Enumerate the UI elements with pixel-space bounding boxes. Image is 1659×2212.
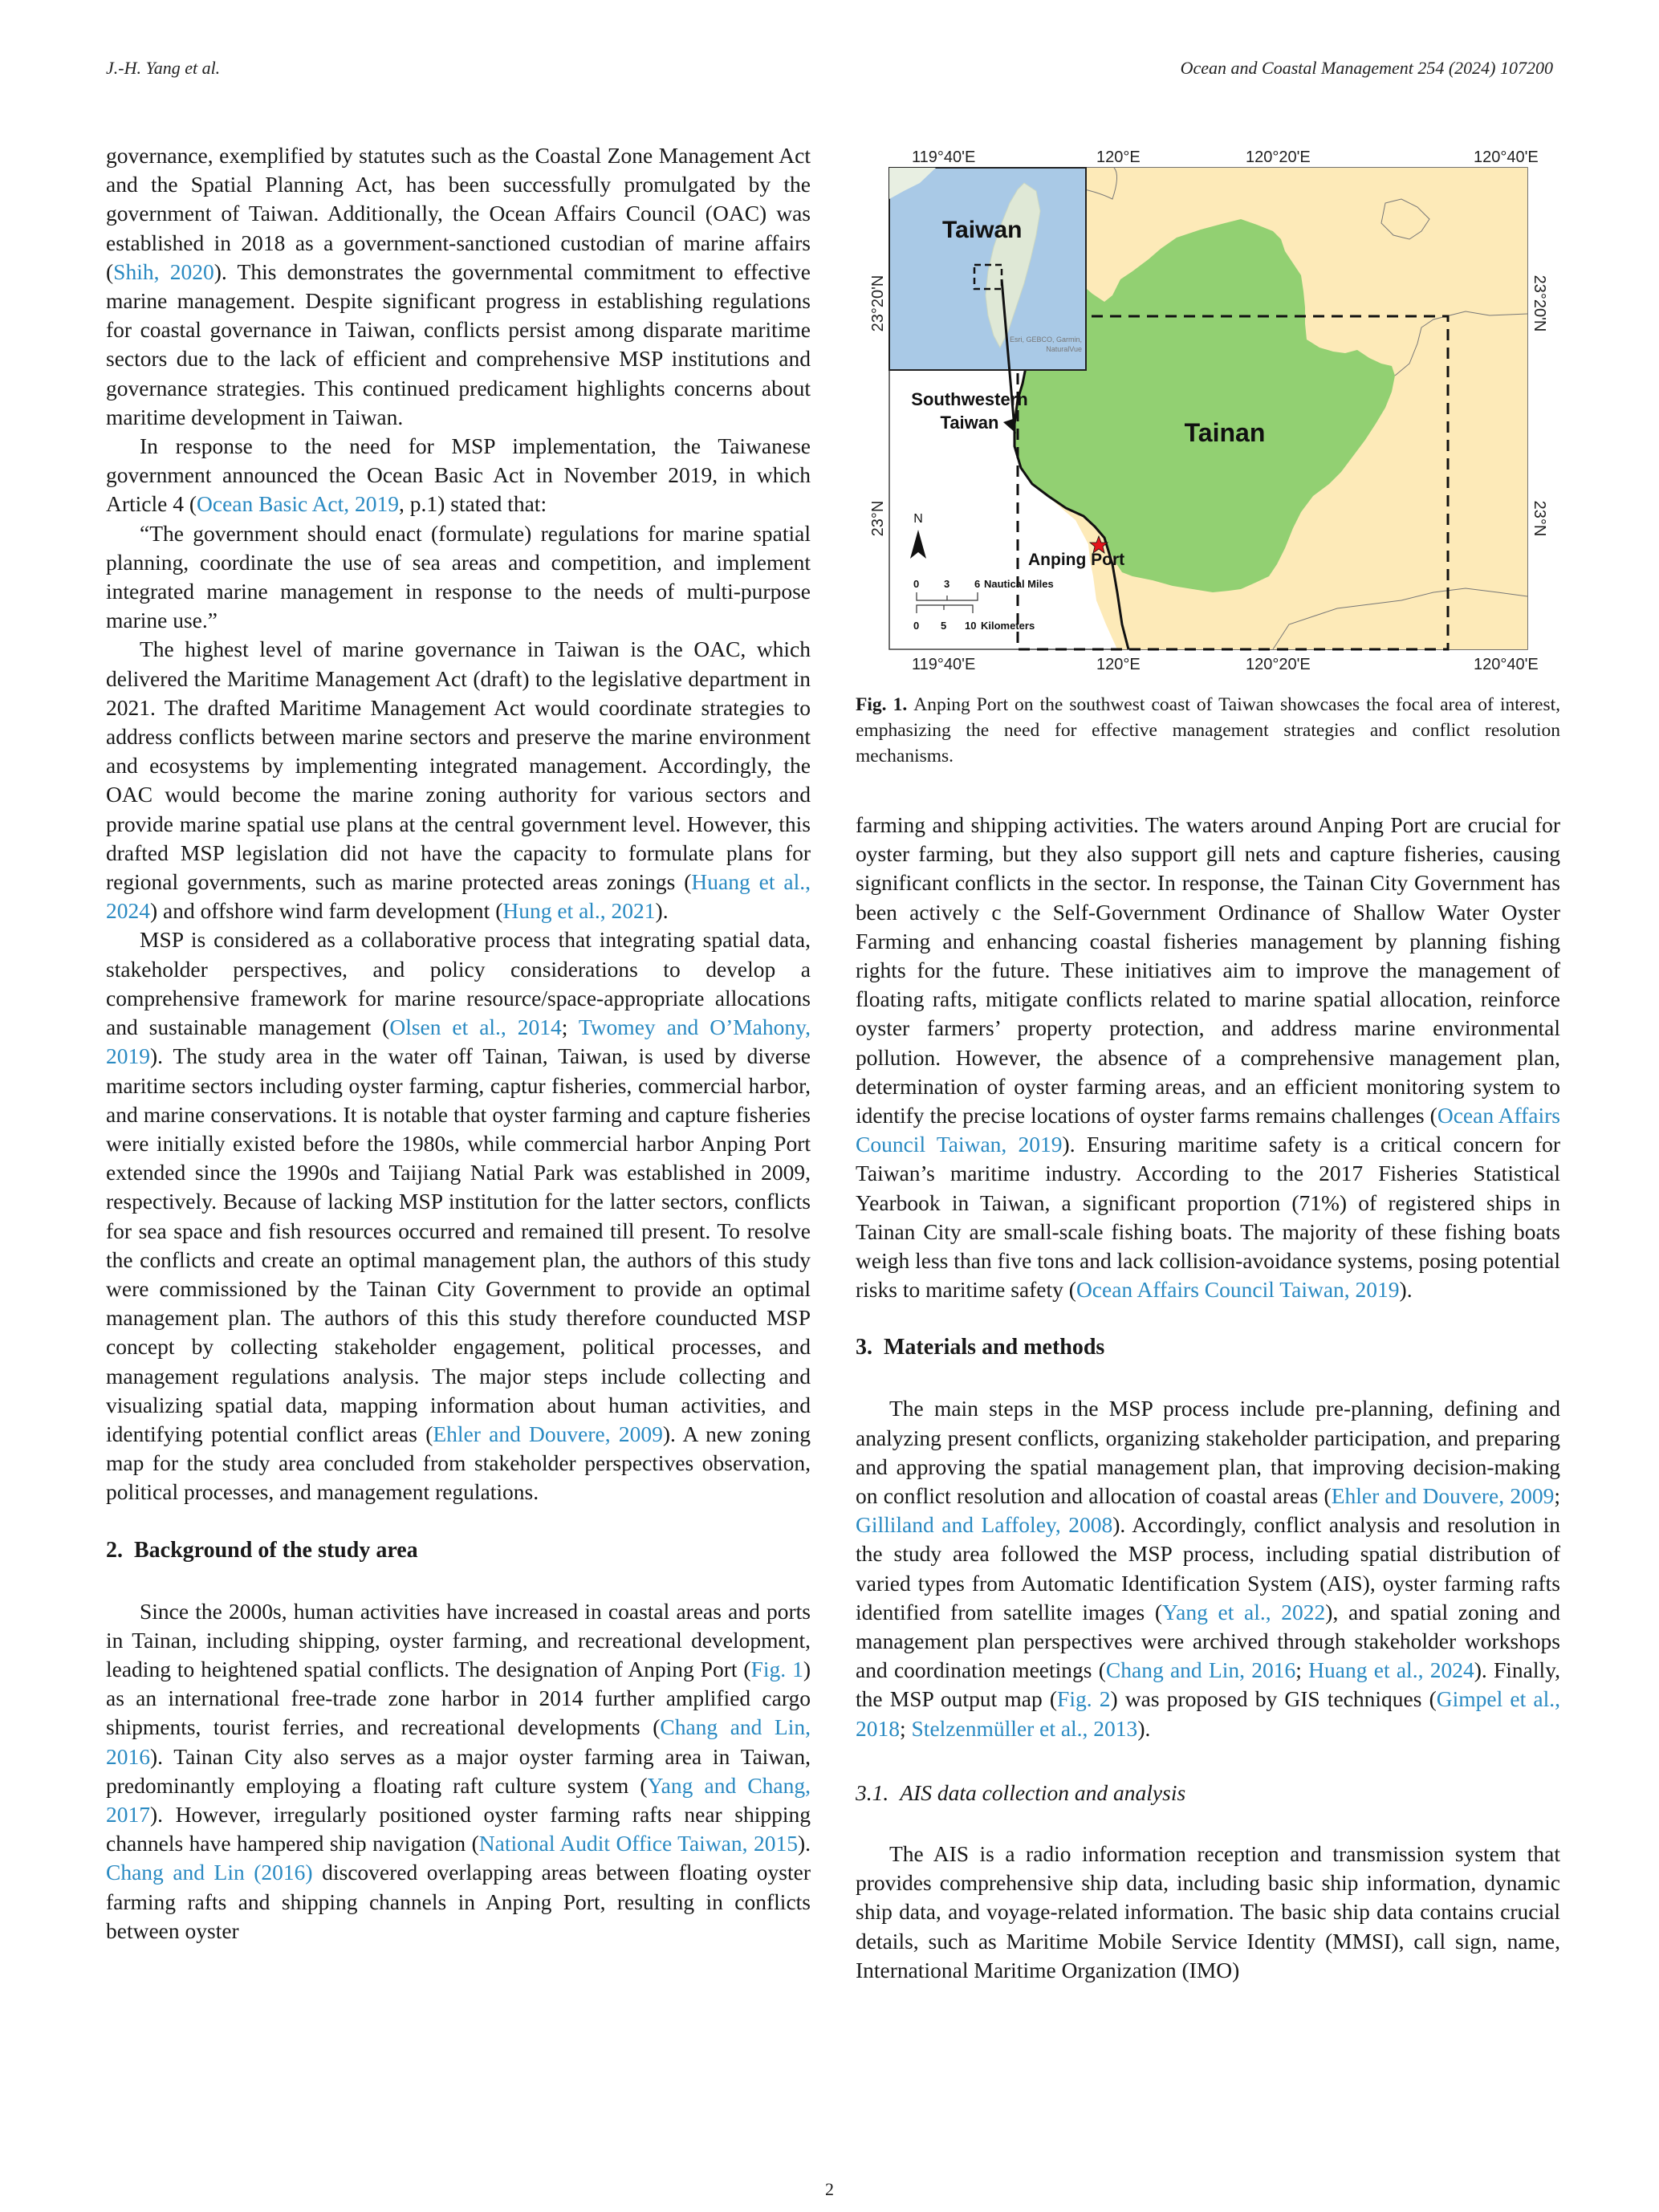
text: ) was proposed by GIS techniques (	[1110, 1686, 1437, 1712]
citation-link[interactable]: Ocean Affairs Council Taiwan, 2019	[856, 1103, 1560, 1157]
text: In response to the need for MSP implementation, the Taiwanese government announced the Ocean Basic Act in November 2019, in which Article 4 (	[106, 433, 811, 517]
text: ) and offshore wind farm development (	[150, 898, 503, 924]
figure-label: Fig. 1.	[856, 694, 908, 715]
text: ;	[1295, 1657, 1309, 1683]
text: ).	[1399, 1277, 1413, 1303]
lon-tick-label: 119°40'E	[912, 656, 976, 673]
citation-link[interactable]: Ehler and Douvere, 2009	[433, 1421, 663, 1446]
citation-link[interactable]: Huang et al., 2024	[106, 869, 811, 924]
quotation: “The government should enact (formulate) regulations for marine spatial planning, coordinate the use of sea areas and competition, and implement integrated marine management in response to the needs of multi-purpose marine use.”	[106, 520, 811, 633]
inset-attribution: Esri, GEBCO, Garmin,	[1009, 335, 1082, 344]
paragraph	[106, 925, 811, 1507]
citation-link[interactable]: Huang et al., 2024	[1308, 1657, 1474, 1683]
lon-tick-label: 120°40'E	[1474, 656, 1539, 673]
longitude-ticks-top	[912, 148, 1539, 166]
text: ). This demonstrates the governmental commitment to effective marine management. Despite significant progress in establishing regulations for coastal governance in Taiwan, conflicts persist among disparate maritime sectors due to the lack of efficient and comprehensive MSP institutions and governance strategies. This continued predicament highlights concerns about maritime development in Taiwan.	[106, 258, 811, 429]
figure-link[interactable]: Fig. 2	[1057, 1686, 1111, 1712]
lat-tick-label: 23°20'N	[869, 274, 887, 332]
text: ). Ensuring maritime safety is a critical concern for Taiwan’s maritime industry. According to the 2017 Fisheries Statistical Yearbook in Taiwan, a significant proportion (71%) of registered ships in Tainan City are small-scale fishing boats. The majority of these fishing boats weigh less than five tons and lack collision-avoidance systems, posing potential risks to maritime safety (	[856, 1132, 1560, 1303]
lat-tick-label: 23°20'N	[1531, 274, 1548, 332]
running-head-journal: Ocean and Coastal Management 254 (2024) 107200	[1180, 58, 1553, 78]
citation-link[interactable]: Yang et al., 2022	[1162, 1599, 1326, 1624]
citation-link[interactable]: Gimpel et al., 2018	[856, 1686, 1560, 1741]
figure-link[interactable]: Fig. 1	[750, 1656, 803, 1681]
citation-link[interactable]: Ocean Basic Act, 2019	[197, 491, 400, 517]
lat-tick-label: 23°N	[869, 500, 887, 537]
text: The highest level of marine governance in Taiwan is the OAC, which delivered the Maritime Management Act (draft) to the legislative department in 2021. The drafted Maritime Management Act would coordinate strategies to address conflicts between marine sectors and preserve the marine environment and ecosystems by implementing integrated management. Accordingly, the OAC would become the marine zoning authority for various sectors and provide marine spatial use plans at the central government level. However, this drafted MSP legislation did not have the capacity to formulate plans for regional governments, such as marine protected areas zonings (	[106, 636, 811, 895]
text: ). Accordingly, conflict analysis and resolution in the study area followed the MSP process, including spatial distribution of varied types from Automatic Identification System (AIS), oyster farming rafts identified from satellite images (	[856, 1512, 1561, 1624]
scale-tick-label: 3	[944, 578, 950, 590]
region-label: Southwestern	[911, 389, 1028, 409]
map	[856, 143, 1562, 689]
left-column	[106, 141, 811, 1946]
lon-tick-label: 119°40'E	[912, 148, 976, 166]
text: ;	[561, 1015, 579, 1040]
text: ).	[655, 898, 669, 924]
figure-1-caption	[856, 692, 1560, 769]
text: ). Finally, the MSP output map (	[856, 1657, 1561, 1712]
citation-link[interactable]: Yang and Chang, 2017	[106, 1772, 811, 1827]
citation-link[interactable]: Ehler and Douvere, 2009	[1331, 1483, 1555, 1509]
lon-tick-label: 120°20'E	[1246, 656, 1311, 673]
text: ).	[797, 1831, 811, 1856]
paragraph	[106, 635, 811, 925]
scale-tick-label: 0	[913, 620, 920, 632]
lon-tick-label: 120°40'E	[1474, 148, 1539, 166]
text: ). However, irregularly positioned oyster farming rafts near shipping channels have hampered ship navigation (	[106, 1801, 811, 1856]
scale-tick-label: 6	[974, 578, 981, 590]
lon-tick-label: 120°E	[1096, 656, 1141, 673]
citation-link[interactable]: Gilliland and Laffoley, 2008	[856, 1512, 1113, 1538]
paragraph	[856, 1394, 1560, 1742]
figure-1	[856, 143, 1562, 693]
text: , p.1) stated that:	[399, 491, 547, 517]
text: Since the 2000s, human activities have increased in coastal areas and ports in Tainan, including shipping, oyster farming, and recreational development, leading to heightened spatial conflicts. The designation of Anping Port (	[106, 1598, 811, 1681]
anping-port-label: Anping Port	[1028, 551, 1125, 569]
inset-attribution: NaturalVue	[1046, 345, 1082, 353]
longitude-ticks-bottom	[912, 656, 1539, 673]
section-number: 3.	[856, 1335, 872, 1360]
section-title: Materials and methods	[884, 1335, 1105, 1360]
paragraph	[856, 811, 1560, 1304]
paragraph	[106, 1597, 811, 1946]
right-column	[856, 811, 1560, 1985]
region-label: Taiwan	[940, 413, 999, 433]
lon-tick-label: 120°20'E	[1246, 148, 1311, 166]
citation-link[interactable]: Olsen et al., 2014	[389, 1015, 562, 1040]
caption-text: Anping Port on the southwest coast of Taiwan showcases the focal area of interest, emphasizing the need for effective management strategies and conflict resolution mechanisms.	[856, 694, 1560, 766]
scale-tick-label: 0	[913, 578, 920, 590]
citation-link[interactable]: National Audit Office Taiwan, 2015	[478, 1831, 798, 1856]
tainan-label: Tainan	[1184, 418, 1266, 447]
text: ;	[1554, 1483, 1560, 1509]
section-number: 2.	[106, 1537, 123, 1563]
scale-unit-label: Nautical Miles	[984, 578, 1054, 590]
lon-tick-label: 120°E	[1096, 148, 1141, 166]
paragraph	[106, 141, 811, 432]
inset-taiwan-label: Taiwan	[942, 217, 1023, 243]
section-heading	[856, 1333, 1560, 1362]
subsection-title: AIS data collection and analysis	[900, 1779, 1186, 1805]
text: ). Tainan City also serves as a major oyster farming area in Taiwan, predominantly employing a floating raft culture system (	[106, 1743, 811, 1798]
section-heading	[106, 1536, 811, 1565]
text: ).	[1137, 1715, 1151, 1741]
text: ) as an international free-trade zone harbor in 2014 further amplified cargo shipments, tourist ferries, and recreational developments (	[106, 1656, 811, 1740]
running-head-authors: J.-H. Yang et al.	[106, 58, 221, 78]
text: The main steps in the MSP process include pre-planning, defining and analyzing present conflicts, organizing stakeholder participation, and preparing and approving the spatial management plan, that improving decision-making on conflict resolution and allocation of coastal areas (	[856, 1396, 1560, 1509]
paragraph: The AIS is a radio information reception and transmission system that provides comprehensive ship data, including basic ship information, dynamic ship data, and voyage-related information. The basic ship data contains crucial details, such as Maritime Mobile Service Identity (MMSI), call sign, name, International Maritime Organization (IMO)	[856, 1840, 1560, 1982]
scale-tick-label: 10	[965, 620, 977, 632]
citation-link[interactable]: Shih, 2020	[113, 258, 214, 284]
text: governance, exemplified by statutes such as the Coastal Zone Management Act and the Spatial Planning Act, has been successfully promulgated by the government of Taiwan. Additionally, the Ocean Affairs Council (OAC) was established in 2018 as a government-sanctioned custodian of marine affairs (	[106, 143, 811, 284]
paragraph	[106, 432, 811, 519]
text: discovered overlapping areas between floating oyster farming rafts and shipping channels in Anping Port, resulting in conflicts between oyster	[106, 1860, 811, 1943]
text: ;	[900, 1715, 912, 1741]
page-number: 2	[825, 2179, 834, 2199]
text: ), and spatial zoning and management plan perspectives were archived through stakeholder workshops and coordination meetings (	[856, 1599, 1560, 1683]
citation-link[interactable]: Chang and Lin, 2016	[1105, 1657, 1296, 1683]
citation-link[interactable]: Hung et al., 2021	[502, 898, 656, 924]
citation-link[interactable]: Stelzenmüller et al., 2013	[911, 1715, 1138, 1741]
citation-link[interactable]: Chang and Lin, 2016	[106, 1714, 811, 1769]
text: MSP is considered as a collaborative process that integrating spatial data, stakeholder perspectives, and policy considerations to develop a comprehensive framework for marine resource/space-appropriate allocations and sustainable management (	[106, 927, 811, 1040]
section-title: Background of the study area	[134, 1537, 418, 1563]
north-arrow-label: N	[913, 512, 923, 526]
subsection-heading	[856, 1779, 1560, 1807]
text: farming and shipping activities. The waters around Anping Port are crucial for oyster farming, but they also support gill nets and capture fisheries, causing significant conflicts in the sector. In response, the Tainan City Government has been actively c the Self-Government Ordinance of Shallow Water Oyster Farming and enhancing coastal fisheries management by planning fishing rights for the future. These initiatives aim to improve the management of floating rafts, mitigate conflicts related to marine spatial allocation, reinforce oyster farmers’ property protection, and address marine environmental pollution. However, the absence of a comprehensive management plan, determination of oyster farming areas, and an efficient monitoring system to identify the precise locations of oyster farms remains challenges (	[856, 812, 1560, 1128]
scale-unit-label: Kilometers	[981, 620, 1035, 632]
lat-tick-label: 23°N	[1531, 500, 1548, 537]
citation-link[interactable]: Chang and Lin (2016)	[106, 1860, 313, 1885]
text: ). A new zoning map for the study area concluded from stakeholder perspectives observation, political processes, and management regulations.	[106, 1421, 811, 1505]
scale-tick-label: 5	[941, 620, 947, 632]
subsection-number: 3.1.	[856, 1779, 889, 1805]
citation-link[interactable]: Twomey and O’Mahony, 2019	[106, 1015, 811, 1069]
citation-link[interactable]: Ocean Affairs Council Taiwan, 2019	[1076, 1277, 1400, 1303]
text: ). The study area in the water off Tainan, Taiwan, is used by diverse maritime sectors including oyster farming, captur fisheries, commercial harbor, and marine conservations. It is notable that oyster farming and capture fisheries were initially existed before the 1980s, while commercial harbor Anping Port extended since the 1990s and Taijiang Natial Park was established in 2009, respectively. Because of lacking MSP institution for the latter sectors, conflicts for sea space and fish resources occurred and remained till present. To resolve the conflicts and create an optimal management plan, the authors of this study were commissioned by the Tainan City Government to provide an optimal management plan. The authors of this this study therefore counducted MSP concept by collecting stakeholder engagement, political processes, and management regulations analysis. The major steps include collecting and visualizing spatial data, mapping information about human activities, and identifying potential conflict areas (	[106, 1043, 811, 1446]
